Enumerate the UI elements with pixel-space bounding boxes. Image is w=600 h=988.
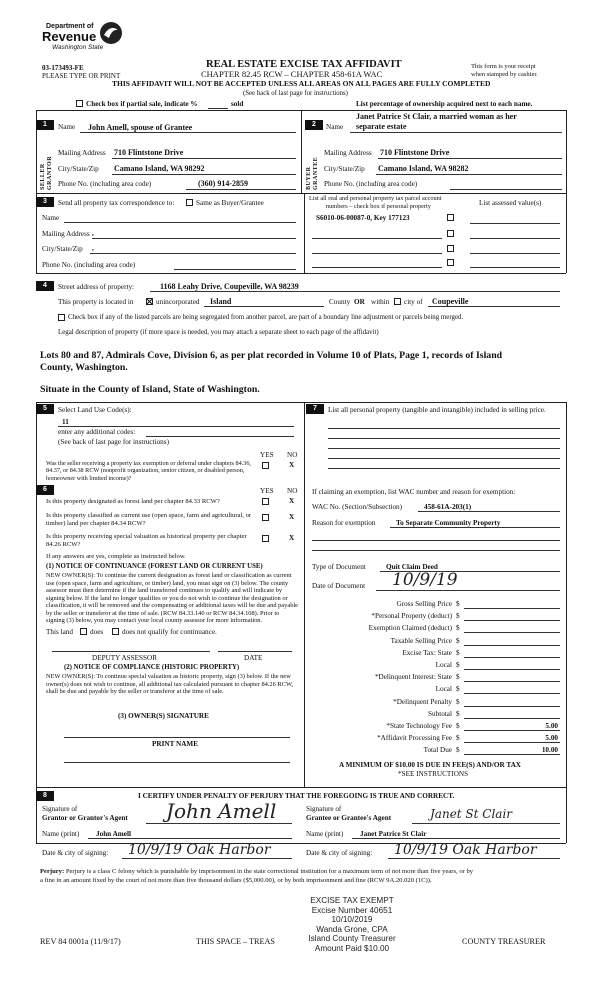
s6-does-checkbox[interactable] (80, 628, 87, 635)
money-row-dollar: $ (456, 685, 460, 693)
s3-parcel-checkbox-3[interactable] (447, 245, 454, 252)
s2-name-line1[interactable]: Janet Patrice St Clair, a married woman as her (356, 112, 517, 121)
receipt-note-2: when stamped by cashier. (471, 71, 538, 78)
s1-mailing[interactable]: 710 Flintstone Drive (114, 148, 184, 157)
s7-docdate-label: Date of Document (312, 582, 366, 590)
money-row-dollar: $ (456, 746, 460, 754)
money-row-label: *State Technology Fee (386, 722, 452, 730)
stamp-line-5: Island County Treasurer (308, 934, 396, 944)
s6-q2-yes-checkbox[interactable] (262, 514, 269, 521)
money-row-label: *Affidavit Processing Fee (377, 734, 452, 742)
s6-does-not: does not qualify for continuance. (122, 628, 217, 636)
s4-city-name[interactable]: Coupeville (432, 297, 469, 306)
s3-parcel[interactable]: S6010-06-00087-0, Key 177123 (316, 214, 410, 222)
footer-rev: REV 84 0001a (11/9/17) (40, 937, 121, 946)
s2-city-label: City/State/Zip (324, 165, 365, 173)
s3-phone-label: Phone No. (including area code) (42, 261, 136, 269)
section-2-badge: 2 (305, 120, 323, 130)
s8-grantee-name-label: Name (print) (306, 830, 344, 838)
s3-assessed-header: List assessed value(s) (479, 199, 542, 207)
s7-exemption-label: If claiming an exemption, list WAC number and reason for exemption: (312, 488, 516, 496)
s6-no-header: NO (287, 487, 298, 495)
s5-code[interactable]: 11 (62, 418, 69, 426)
s3-name-label: Name (42, 214, 60, 222)
s3-list-header-1: List all real and personal property tax parcel account (309, 195, 442, 202)
money-row-label: Excise Tax: State (402, 649, 452, 657)
s6-n2-title: (2) NOTICE OF COMPLIANCE (HISTORIC PROPERTY) (64, 664, 240, 671)
s1-city-label: City/State/Zip (58, 165, 99, 173)
s5-no-header: NO (287, 451, 298, 459)
s5-yes-header: YES (260, 451, 274, 459)
logo-dept: Department of (46, 23, 94, 30)
perjury-text-2: a fine in an amount fixed by the court of not more than five thousand dollars ($5,000.00), or by both imprisonment and fine (RCW 9A.20.020 (1C)). (40, 877, 432, 884)
s4-county-label: County (329, 298, 351, 306)
s8-certify: I CERTIFY UNDER PENALTY OF PERJURY THAT THE FOREGOING IS TRUE AND CORRECT. (138, 792, 455, 800)
s7-doctype[interactable]: Quit Claim Deed (386, 563, 438, 571)
money-row-dollar: $ (456, 600, 460, 608)
s1-name-label: Name (58, 123, 76, 131)
s8-grantor-date-label: Date & city of signing: (42, 849, 109, 857)
s2-name-line2[interactable]: separate estate (356, 122, 407, 131)
s3-list-header-2: numbers – check box if personal property (326, 203, 431, 210)
s6-if-yes: If any answers are yes, complete as instructed below. (46, 553, 186, 560)
s2-name-label: Name (326, 123, 344, 131)
money-row-label: *Delinquent Penalty (393, 698, 452, 706)
money-row-dollar: $ (456, 698, 460, 706)
s3-send-label: Send all property tax correspondence to: (58, 199, 175, 207)
s8-grantor-name-label: Name (print) (42, 830, 80, 838)
s6-q1-no-mark[interactable]: X (289, 497, 295, 505)
section-1-badge: 1 (36, 120, 54, 130)
s1-mailing-label: Mailing Address (58, 149, 106, 157)
section-5-badge: 5 (36, 404, 54, 414)
money-row-label: *Delinquent Interest: State (374, 673, 452, 681)
money-row-dollar: $ (456, 734, 460, 742)
money-row-dollar: $ (456, 637, 460, 645)
s8-grantee-sig-label-2: Grantee or Grantee's Agent (306, 814, 392, 822)
money-row-dollar: $ (456, 661, 460, 669)
s8-grantor-sig-label-2: Grantor or Grantor's Agent (42, 814, 128, 822)
s6-print-name: PRINT NAME (152, 740, 198, 748)
s4-city-checkbox[interactable] (394, 298, 401, 305)
s6-q1: Is this property designated as forest land per chapter 84.33 RCW? (46, 498, 220, 505)
s1-city[interactable]: Camano Island, WA 98292 (114, 164, 205, 173)
footer-space: THIS SPACE – TREAS (196, 937, 275, 946)
s6-q2-no-mark[interactable]: X (289, 513, 295, 521)
section-8-badge: 8 (36, 791, 54, 801)
s3-mailing-value[interactable]: , (92, 229, 94, 237)
s2-phone-label: Phone No. (including area code) (324, 180, 418, 188)
s7-reason[interactable]: To Separate Community Property (396, 519, 501, 527)
partial-sale-label: Check box if partial sale, indicate % (86, 100, 198, 108)
receipt-note-1: This form is your receipt (471, 63, 536, 70)
please-type: PLEASE TYPE OR PRINT (42, 72, 121, 80)
perjury-line-1: Perjury is a class C felony which is punishable by imprisonment in the state correctional institution for a maximum term of not more than five years, or by (65, 868, 474, 875)
logo-state: Washington State (52, 44, 104, 51)
money-row-label: Local (435, 661, 452, 669)
s7-docdate[interactable]: 10/9/19 (392, 570, 458, 590)
s6-q1-yes-checkbox[interactable] (262, 498, 269, 505)
s3-parcel-checkbox-1[interactable] (447, 214, 454, 221)
form-chapters: CHAPTER 82.45 RCW – CHAPTER 458-61A WAC (201, 69, 383, 79)
section-4-badge: 4 (36, 281, 54, 291)
logo-swirl-icon (98, 20, 124, 46)
money-row-dollar: $ (456, 649, 460, 657)
s6-date: DATE (244, 654, 263, 662)
money-row-label: Taxable Selling Price (390, 637, 452, 645)
s8-grantor-sig-label-1: Signature of (42, 805, 78, 813)
see-back-text: (See back of last page for instructions) (243, 90, 348, 97)
s8-grantor-name[interactable]: John Amell (96, 830, 131, 838)
s6-does-not-checkbox[interactable] (112, 628, 119, 635)
s6-this-land: This land (46, 628, 73, 636)
money-row-dollar: $ (456, 673, 460, 681)
s4-legal-1[interactable]: Lots 80 and 87, Admirals Cove, Division 6, as per plat recorded in Volume 10 of Plats, Page 1, records of Island (40, 350, 503, 361)
form-title: REAL ESTATE EXCISE TAX AFFIDAVIT (206, 59, 402, 70)
s3-city-label: City/State/Zip (42, 245, 83, 253)
s4-located-label: This property is located in (58, 298, 134, 306)
stamp-line-4: Wanda Grone, CPA (316, 924, 388, 934)
s4-street-label: Street address of property: (58, 283, 135, 291)
s5-yes-checkbox[interactable] (262, 462, 269, 469)
section-3-badge: 3 (36, 197, 54, 207)
s1-phone[interactable]: (360) 914-2859 (198, 179, 248, 188)
stamp-line-6: Amount Paid $10.00 (314, 943, 390, 953)
s6-q3-no-mark[interactable]: X (289, 534, 295, 542)
s6-q3-yes-checkbox[interactable] (262, 535, 269, 542)
s3-same-as-checkbox[interactable] (186, 199, 193, 206)
s8-grantee-signature[interactable]: Janet St Clair (430, 807, 513, 821)
s4-unincorporated-checkbox[interactable] (146, 298, 153, 305)
s2-side-label: BUYER GRANTEE (306, 156, 319, 190)
s2-mailing-label: Mailing Address (324, 149, 372, 157)
form-number: 03-173493-FE (42, 64, 84, 72)
money-row-value[interactable]: 5.00 (545, 722, 558, 730)
money-row-label: *Personal Property (deduct) (371, 612, 452, 620)
section-6-badge: 6 (36, 485, 54, 495)
s5-see-back: (See back of last page for instructions) (58, 438, 169, 446)
s8-grantor-signature[interactable]: John Amell (166, 799, 277, 823)
s4-situate[interactable]: Situate in the County of Island, State of Washington. (40, 384, 260, 395)
footer-county: COUNTY TREASURER (462, 937, 546, 946)
money-row-label: Subtotal (428, 710, 452, 718)
minimum-note: A MINIMUM OF $10.00 IS DUE IN FEE(S) AND/OR TAX (339, 761, 521, 769)
s4-county-name[interactable]: Island (210, 297, 232, 306)
s8-grantor-date[interactable]: 10/9/19 Oak Harbor (128, 842, 271, 858)
s6-q2: Is this property classified as current use (open space, farm and agricultural, or timber) land per chapter 84.34 RCW? (46, 512, 252, 527)
s4-within: within (371, 298, 390, 306)
money-row-dollar: $ (456, 710, 460, 718)
s6-deputy: DEPUTY ASSESSOR (92, 654, 158, 662)
s1-name[interactable]: John Amell, spouse of Grantee (88, 123, 193, 132)
s4-unincorporated-label: unincorporated (156, 298, 200, 306)
money-row-label: Exemption Claimed (deduct) (368, 624, 452, 632)
money-row-dollar: $ (456, 624, 460, 632)
s4-city-of: city of (404, 298, 423, 306)
s3-same-as-label: Same as Buyer/Grantee (196, 199, 264, 207)
s7-wac-label: WAC No. (Section/Subsection) (312, 503, 403, 511)
s3-parcel-checkbox-2[interactable] (447, 230, 454, 237)
logo-revenue: Revenue (42, 29, 97, 44)
warning-text: THIS AFFIDAVIT WILL NOT BE ACCEPTED UNLESS ALL AREAS ON ALL PAGES ARE FULLY COMPLETED (112, 79, 491, 88)
stamp (282, 896, 422, 954)
money-row-dollar: $ (456, 612, 460, 620)
see-instructions: *SEE INSTRUCTIONS (398, 770, 469, 778)
s6-n2-body: NEW OWNER(S): To continue special valuation as historic property, sign (3) below. If the new owner(s) does not wish to continue, all additional tax calculated pursuant to chapter 84.26 RCW, shall be due and payable by the seller or transferor at the time of sale. (46, 673, 293, 696)
s2-mailing[interactable]: 710 Flintstone Drive (380, 148, 450, 157)
s8-grantee-name[interactable]: Janet Patrice St Clair (360, 830, 427, 838)
s5-exempt-question: Was the seller receiving a property tax exemption or deferral under chapters 84.36, 84.37, or 84.38 RCW (nonprofit organization, senior citizen, or disabled person, homeowner with limited income)? (46, 460, 251, 482)
partial-sale-checkbox[interactable] (76, 100, 83, 107)
s1-phone-label: Phone No. (including area code) (58, 180, 152, 188)
s8-grantee-date-label: Date & city of signing: (306, 849, 373, 857)
s4-street[interactable]: 1168 Leahy Drive, Coupeville, WA 98239 (160, 282, 299, 291)
money-row-value[interactable]: 5.00 (545, 734, 558, 742)
s4-or: OR (354, 298, 365, 306)
s3-parcel-checkbox-4[interactable] (447, 259, 454, 266)
s7-wac[interactable]: 458-61A-203(1) (424, 503, 472, 511)
ownership-note: List percentage of ownership acquired next to each name. (356, 100, 533, 108)
money-row-dollar: $ (456, 722, 460, 730)
s5-additional: enter any additional codes: (58, 428, 136, 436)
s6-n1-title: (1) NOTICE OF CONTINUANCE (FOREST LAND OR CURRENT USE) (46, 563, 263, 570)
s6-n1-body: NEW OWNER(S): To continue the current designation as forest land or classification as current use (open space, farm and agriculture, or timber) land, you must sign on (3) below. The county assessor must then determine if the land transferred continues to qualify and will indicate by signing below. If the land no longer qualifies or you do not wish to continue the designation or classification, it will be removed and the compensating or additional taxes will be due and payable by the seller or transferor at the time of sale. (RCW 84.33.140 or RCW 84.34.108). Prior to signing (3) below, you may contact your local county assessor for more information. (46, 572, 298, 625)
s6-yes-header: YES (260, 487, 274, 495)
stamp-line-1: EXCISE TAX EXEMPT (310, 896, 394, 905)
s1-side-label: SELLER GRANTOR (40, 155, 53, 190)
s4-segregated-checkbox[interactable] (58, 314, 65, 321)
s8-grantee-date[interactable]: 10/9/19 Oak Harbor (394, 842, 537, 858)
partial-sold-label: sold (231, 100, 244, 108)
s6-owner-sig: (3) OWNER(S) SIGNATURE (118, 712, 209, 720)
s7-list-label: List all personal property (tangible and intangible) included in selling price. (328, 406, 546, 414)
section-7-badge: 7 (306, 404, 324, 414)
money-row-label: Gross Selling Price (396, 600, 452, 608)
money-row-label: Total Due (423, 746, 452, 754)
s4-legal-label: Legal description of property (if more space is needed, you may attach a separate sheet to each page of the affidavit) (58, 329, 379, 336)
s8-grantee-sig-label-1: Signature of (306, 805, 342, 813)
s4-segregated-label: Check box if any of the listed parcels are being segregated from another parcel, are part of a boundary line adjustment or parcels being merged. (68, 314, 464, 321)
s4-legal-2[interactable]: County, Washington. (40, 362, 128, 373)
s5-select-label: Select Land Use Code(s): (58, 406, 132, 414)
s2-city[interactable]: Camano Island, WA 98282 (378, 164, 469, 173)
s6-q3: Is this property receiving special valuation as historical property per chapter 84.26 RCW? (46, 533, 247, 548)
s7-doctype-label: Type of Document (312, 563, 366, 571)
perjury-label: Perjury: (40, 868, 65, 875)
money-row-value[interactable]: 10.00 (541, 746, 558, 754)
s3-city-value[interactable]: , (92, 244, 94, 252)
stamp-line-2: Excise Number 40651 (311, 905, 393, 915)
s5-no-mark[interactable]: X (289, 461, 295, 469)
s3-mailing-label: Mailing Address (42, 230, 90, 238)
perjury-text-1 (40, 868, 473, 876)
stamp-line-3: 10/10/2019 (331, 915, 373, 925)
money-row-label: Local (435, 685, 452, 693)
s7-reason-label: Reason for exemption (312, 519, 376, 527)
s6-does: does (90, 628, 104, 636)
